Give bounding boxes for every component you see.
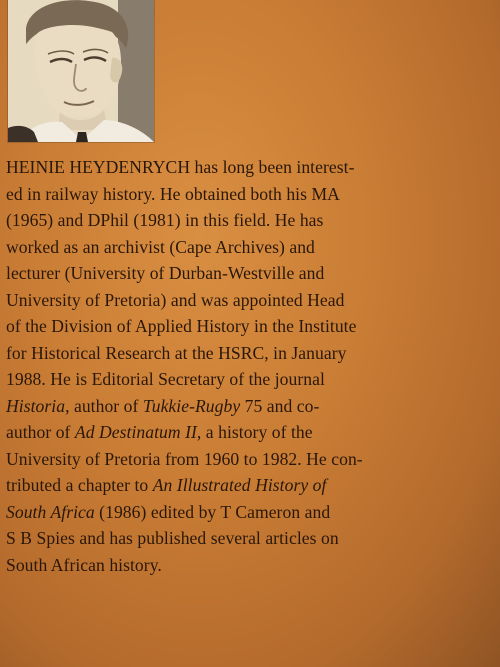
bio-line: worked as an archivist (Cape Archives) and <box>6 236 315 257</box>
bio-line: South African history. <box>6 554 162 575</box>
bio-line: ed in railway history. He obtained both his MA <box>6 183 340 204</box>
bio-line: 1988. He is Editorial Secretary of the journal <box>6 369 325 389</box>
bio-line: S B Spies and has published several articles on <box>6 528 339 548</box>
bio-line: HEINIE HEYDENRYCH has long been interest- <box>6 157 355 177</box>
bio-line: South Africa (1986) edited by T Cameron and <box>6 501 331 522</box>
book-title: Tukkie-Rugby <box>142 395 241 416</box>
bio-line: of the Division of Applied History in the Institute <box>6 316 357 336</box>
author-photo <box>8 0 154 142</box>
bio-line: for Historical Research at the HSRC, in January <box>6 342 347 363</box>
book-title: Ad Destinatum II <box>74 422 197 442</box>
author-portrait-icon <box>8 0 154 142</box>
bio-line: (1965) and DPhil (1981) in this field. He has <box>6 210 324 230</box>
bio-line: lecturer (University of Durban-Westville and <box>6 263 325 283</box>
journal-title: Historia <box>6 395 66 416</box>
author-biography <box>6 154 474 578</box>
bio-line: University of Pretoria from 1960 to 1982. He con- <box>6 448 363 469</box>
book-title: South Africa <box>6 501 95 522</box>
bio-line: University of Pretoria) and was appointed Head <box>6 289 345 310</box>
bio-line: author of Ad Destinatum II, a history of the <box>6 422 313 442</box>
bio-line: Historia, author of Tukkie-Rugby 75 and co- <box>6 395 320 416</box>
bio-line: tributed a chapter to An Illustrated History of <box>6 475 327 495</box>
book-title: An Illustrated History of <box>152 475 327 495</box>
